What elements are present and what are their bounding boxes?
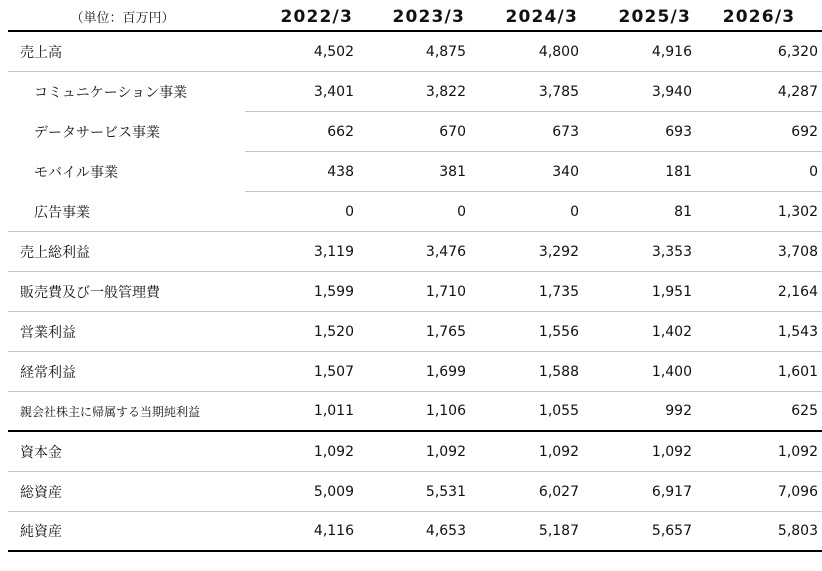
row-label: 営業利益 (20, 324, 76, 341)
row-sga-expenses (8, 272, 822, 312)
value-2025-3: 1,092 (651, 443, 692, 460)
value-2022-3: 1,599 (313, 283, 354, 300)
value-2023-3: 1,092 (425, 443, 466, 460)
value-2022-3: 0 (345, 203, 354, 220)
row-advertising-business (8, 192, 822, 232)
value-2023-3: 4,653 (425, 523, 466, 539)
value-2024-3: 1,588 (538, 363, 579, 380)
financial-table (8, 0, 822, 552)
row-label: 資本金 (20, 444, 62, 461)
value-2022-3: 1,011 (313, 403, 354, 419)
column-header-2025-3: 2025/3 (618, 6, 691, 27)
value-2024-3: 3,292 (538, 243, 579, 260)
value-2022-3: 4,116 (313, 523, 354, 539)
row-label: コミュニケーション事業 (34, 85, 188, 101)
table-header (8, 0, 822, 32)
value-2023-3: 3,476 (425, 243, 466, 260)
value-2022-3: 4,502 (313, 43, 354, 60)
value-2026-3: 4,287 (696, 72, 822, 112)
value-2023-3: 0 (457, 203, 466, 220)
value-2022-3: 1,520 (313, 323, 354, 340)
row-label: 純資産 (20, 524, 62, 540)
value-2026-3: 2,164 (777, 283, 818, 300)
value-2025-3: 3,940 (583, 72, 696, 112)
value-2024-3: 340 (470, 152, 583, 192)
value-2025-3: 1,951 (651, 283, 692, 300)
row-label: モバイル事業 (34, 165, 118, 181)
value-2023-3: 1,699 (425, 363, 466, 380)
value-2024-3: 3,785 (470, 72, 583, 112)
value-2024-3: 1,556 (538, 323, 579, 340)
row-mobile-business (8, 152, 822, 192)
row-label: 販売費及び一般管理費 (20, 284, 160, 301)
row-label: 総資産 (20, 484, 62, 501)
value-2026-3: 1,543 (777, 323, 818, 340)
value-2025-3: 181 (583, 152, 696, 192)
value-2025-3: 693 (583, 112, 696, 152)
value-2024-3: 0 (570, 203, 579, 220)
value-2025-3: 992 (665, 403, 692, 419)
row-total-assets (8, 472, 822, 512)
value-2023-3: 3,822 (358, 72, 470, 112)
value-2026-3: 1,302 (777, 203, 818, 220)
value-2025-3: 5,657 (651, 523, 692, 539)
row-label: 売上総利益 (20, 244, 90, 261)
value-2025-3: 81 (674, 203, 692, 220)
value-2026-3: 1,092 (777, 443, 818, 460)
value-2026-3: 7,096 (777, 483, 818, 500)
value-2025-3: 6,917 (651, 483, 692, 500)
value-2023-3: 670 (358, 112, 470, 152)
row-capital-stock (8, 432, 822, 472)
value-2024-3: 6,027 (538, 483, 579, 500)
value-2025-3: 1,400 (651, 363, 692, 380)
row-label: 広告事業 (34, 204, 90, 221)
row-communication-business (8, 72, 822, 112)
value-2023-3: 1,710 (425, 283, 466, 300)
value-2026-3: 6,320 (777, 43, 818, 60)
value-2025-3: 1,402 (651, 323, 692, 340)
value-2026-3: 625 (791, 403, 818, 419)
row-label: データサービス事業 (34, 125, 160, 141)
value-2024-3: 1,092 (538, 443, 579, 460)
row-label: 親会社株主に帰属する当期純利益 (20, 404, 201, 419)
value-2022-3: 3,119 (313, 243, 354, 260)
value-2026-3: 0 (696, 152, 822, 192)
value-2022-3: 1,092 (313, 443, 354, 460)
column-header-2022-3: 2022/3 (280, 6, 353, 27)
value-2022-3: 1,507 (313, 363, 354, 380)
column-header-2023-3: 2023/3 (392, 6, 465, 27)
unit-label: （単位：百万円） (70, 11, 175, 26)
value-2023-3: 1,765 (425, 323, 466, 340)
value-2022-3: 438 (245, 152, 358, 192)
value-2024-3: 4,800 (538, 43, 579, 60)
value-2022-3: 5,009 (313, 483, 354, 500)
value-2022-3: 3,401 (245, 72, 358, 112)
column-header-2024-3: 2024/3 (505, 6, 578, 27)
row-gross-profit (8, 232, 822, 272)
row-ordinary-profit (8, 352, 822, 392)
value-2022-3: 662 (245, 112, 358, 152)
value-2026-3: 5,803 (777, 523, 818, 539)
value-2024-3: 5,187 (538, 523, 579, 539)
value-2023-3: 5,531 (425, 483, 466, 500)
row-operating-profit (8, 312, 822, 352)
value-2026-3: 3,708 (777, 243, 818, 260)
value-2023-3: 4,875 (425, 43, 466, 60)
value-2024-3: 1,735 (538, 283, 579, 300)
value-2025-3: 4,916 (651, 43, 692, 60)
column-header-2026-3: 2026/3 (722, 6, 796, 27)
value-2026-3: 1,601 (777, 363, 818, 380)
row-label: 経常利益 (20, 364, 76, 381)
value-2024-3: 673 (470, 112, 583, 152)
row-net-assets (8, 512, 822, 552)
row-label: 売上高 (20, 44, 62, 61)
value-2023-3: 1,106 (425, 403, 466, 419)
value-2024-3: 1,055 (538, 403, 579, 419)
row-data-service-business (8, 112, 822, 152)
value-2023-3: 381 (358, 152, 470, 192)
row-net-sales (8, 32, 822, 72)
value-2025-3: 3,353 (651, 243, 692, 260)
row-net-income-attributable (8, 392, 822, 432)
value-2026-3: 692 (696, 112, 822, 152)
